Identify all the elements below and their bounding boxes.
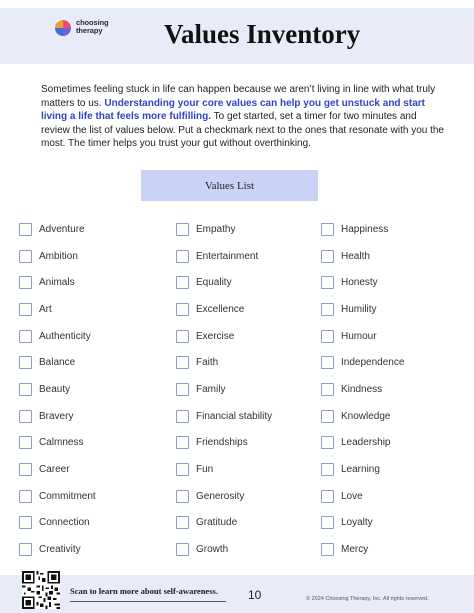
page-number: 10 bbox=[248, 588, 262, 602]
value-label: Happiness bbox=[341, 223, 389, 235]
value-item bbox=[19, 376, 96, 403]
value-item bbox=[19, 430, 96, 457]
checkbox[interactable] bbox=[176, 356, 189, 369]
value-label: Leadership bbox=[341, 437, 391, 449]
value-label: Equality bbox=[196, 277, 232, 289]
checkbox[interactable] bbox=[19, 330, 32, 343]
value-item bbox=[176, 536, 272, 563]
value-item bbox=[176, 269, 272, 296]
caption-underline bbox=[70, 601, 226, 602]
value-item bbox=[321, 430, 404, 457]
value-label: Loyalty bbox=[341, 517, 373, 529]
value-item bbox=[19, 349, 96, 376]
checkbox[interactable] bbox=[19, 543, 32, 556]
value-label: Fun bbox=[196, 464, 214, 476]
checkbox[interactable] bbox=[176, 223, 189, 236]
value-item bbox=[19, 269, 96, 296]
value-item bbox=[321, 456, 404, 483]
checkbox[interactable] bbox=[19, 436, 32, 449]
value-label: Financial stability bbox=[196, 410, 273, 422]
checkbox[interactable] bbox=[321, 223, 334, 236]
intro-text-2: To get started, set a timer for two minutes and review the list of values below. Put a checkmark next to the ones that resonate with you the most. The timer helps you trust your gut without overthinking. bbox=[41, 111, 444, 149]
checkbox[interactable] bbox=[321, 436, 334, 449]
value-label: Independence bbox=[341, 357, 405, 369]
checkbox[interactable] bbox=[176, 410, 189, 423]
logo-line-2: therapy bbox=[76, 26, 103, 35]
value-item bbox=[321, 296, 404, 323]
logo-line-1: choosing bbox=[76, 18, 109, 27]
checkbox[interactable] bbox=[19, 463, 32, 476]
qr-code-icon[interactable] bbox=[22, 571, 60, 609]
value-label: Exercise bbox=[196, 330, 235, 342]
value-label: Love bbox=[341, 490, 363, 502]
value-label: Knowledge bbox=[341, 410, 391, 422]
value-item bbox=[176, 376, 272, 403]
value-label: Career bbox=[39, 464, 70, 476]
checkbox[interactable] bbox=[19, 250, 32, 263]
value-label: Art bbox=[39, 303, 52, 315]
scan-caption: Scan to learn more about self-awareness. bbox=[70, 586, 218, 596]
value-label: Kindness bbox=[341, 383, 383, 395]
value-label: Mercy bbox=[341, 544, 369, 556]
checkbox[interactable] bbox=[19, 410, 32, 423]
value-item bbox=[176, 323, 272, 350]
checkbox[interactable] bbox=[19, 303, 32, 316]
value-item bbox=[19, 510, 96, 537]
checkbox[interactable] bbox=[176, 490, 189, 503]
logo-wordmark bbox=[76, 19, 109, 35]
value-label: Authenticity bbox=[39, 330, 91, 342]
values-column-3 bbox=[321, 216, 404, 563]
checkbox[interactable] bbox=[19, 516, 32, 529]
value-item bbox=[321, 216, 404, 243]
value-label: Empathy bbox=[196, 223, 236, 235]
value-label: Connection bbox=[39, 517, 90, 529]
value-item bbox=[321, 323, 404, 350]
checkbox[interactable] bbox=[321, 330, 334, 343]
value-item bbox=[321, 536, 404, 563]
value-item bbox=[19, 323, 96, 350]
value-item bbox=[176, 243, 272, 270]
choosing-therapy-logo bbox=[54, 18, 114, 40]
checkbox[interactable] bbox=[321, 516, 334, 529]
value-item bbox=[321, 483, 404, 510]
value-item bbox=[19, 456, 96, 483]
checkbox[interactable] bbox=[19, 356, 32, 369]
value-label: Ambition bbox=[39, 250, 78, 262]
value-item bbox=[176, 216, 272, 243]
value-item bbox=[321, 376, 404, 403]
value-label: Gratitude bbox=[196, 517, 238, 529]
values-column-1 bbox=[19, 216, 96, 563]
checkbox[interactable] bbox=[19, 383, 32, 396]
value-label: Humour bbox=[341, 330, 377, 342]
checkbox[interactable] bbox=[176, 543, 189, 556]
values-list-heading: Values List bbox=[141, 170, 318, 201]
value-item bbox=[19, 536, 96, 563]
value-item bbox=[176, 296, 272, 323]
value-label: Family bbox=[196, 383, 226, 395]
value-item bbox=[19, 403, 96, 430]
value-label: Excellence bbox=[196, 303, 245, 315]
value-label: Faith bbox=[196, 357, 219, 369]
checkbox[interactable] bbox=[321, 463, 334, 476]
value-label: Honesty bbox=[341, 277, 378, 289]
checkbox[interactable] bbox=[321, 276, 334, 289]
logo-mark-icon bbox=[54, 19, 72, 37]
checkbox[interactable] bbox=[321, 250, 334, 263]
value-item bbox=[321, 269, 404, 296]
checkbox[interactable] bbox=[321, 356, 334, 369]
checkbox[interactable] bbox=[176, 250, 189, 263]
checkbox[interactable] bbox=[176, 303, 189, 316]
value-label: Creativity bbox=[39, 544, 81, 556]
checkbox[interactable] bbox=[176, 383, 189, 396]
page-title: Values Inventory bbox=[164, 19, 361, 49]
checkbox[interactable] bbox=[19, 223, 32, 236]
checkbox[interactable] bbox=[321, 490, 334, 503]
value-item bbox=[19, 243, 96, 270]
value-item bbox=[19, 483, 96, 510]
copyright-notice: © 2024 Choosing Therapy, Inc. All rights reserved. bbox=[306, 596, 429, 602]
checkbox[interactable] bbox=[176, 330, 189, 343]
intro-text-1: Sometimes feeling stuck in life can happen because we aren’t living in line with what truly matters to us. bbox=[41, 84, 436, 109]
value-item bbox=[176, 403, 272, 430]
value-item bbox=[176, 483, 272, 510]
value-label: Humility bbox=[341, 303, 377, 315]
value-label: Entertainment bbox=[196, 250, 259, 262]
value-label: Bravery bbox=[39, 410, 74, 422]
value-label: Commitment bbox=[39, 490, 96, 502]
value-label: Growth bbox=[196, 544, 229, 556]
value-item bbox=[321, 349, 404, 376]
value-label: Health bbox=[341, 250, 370, 262]
value-item bbox=[176, 430, 272, 457]
checkbox[interactable] bbox=[19, 490, 32, 503]
value-label: Beauty bbox=[39, 383, 71, 395]
value-item bbox=[176, 510, 272, 537]
value-item bbox=[176, 349, 272, 376]
value-item bbox=[321, 243, 404, 270]
checkbox[interactable] bbox=[176, 463, 189, 476]
value-item bbox=[176, 456, 272, 483]
checkbox[interactable] bbox=[176, 276, 189, 289]
intro-highlight: Understanding your core values can help you get unstuck and start living a life that feels more fulfilling. bbox=[41, 97, 425, 122]
values-column-2 bbox=[176, 216, 272, 563]
value-label: Friendships bbox=[196, 437, 248, 449]
checkbox[interactable] bbox=[176, 516, 189, 529]
checkbox[interactable] bbox=[19, 276, 32, 289]
value-label: Calmness bbox=[39, 437, 84, 449]
checkbox[interactable] bbox=[176, 436, 189, 449]
value-item bbox=[321, 510, 404, 537]
value-label: Balance bbox=[39, 357, 76, 369]
value-label: Animals bbox=[39, 277, 75, 289]
value-label: Adventure bbox=[39, 223, 85, 235]
checkbox[interactable] bbox=[321, 543, 334, 556]
checkbox[interactable] bbox=[321, 303, 334, 316]
value-label: Generosity bbox=[196, 490, 245, 502]
intro-paragraph bbox=[41, 83, 446, 151]
value-item bbox=[321, 403, 404, 430]
value-item bbox=[19, 296, 96, 323]
checkbox[interactable] bbox=[321, 383, 334, 396]
value-item bbox=[19, 216, 96, 243]
checkbox[interactable] bbox=[321, 410, 334, 423]
value-label: Learning bbox=[341, 464, 380, 476]
